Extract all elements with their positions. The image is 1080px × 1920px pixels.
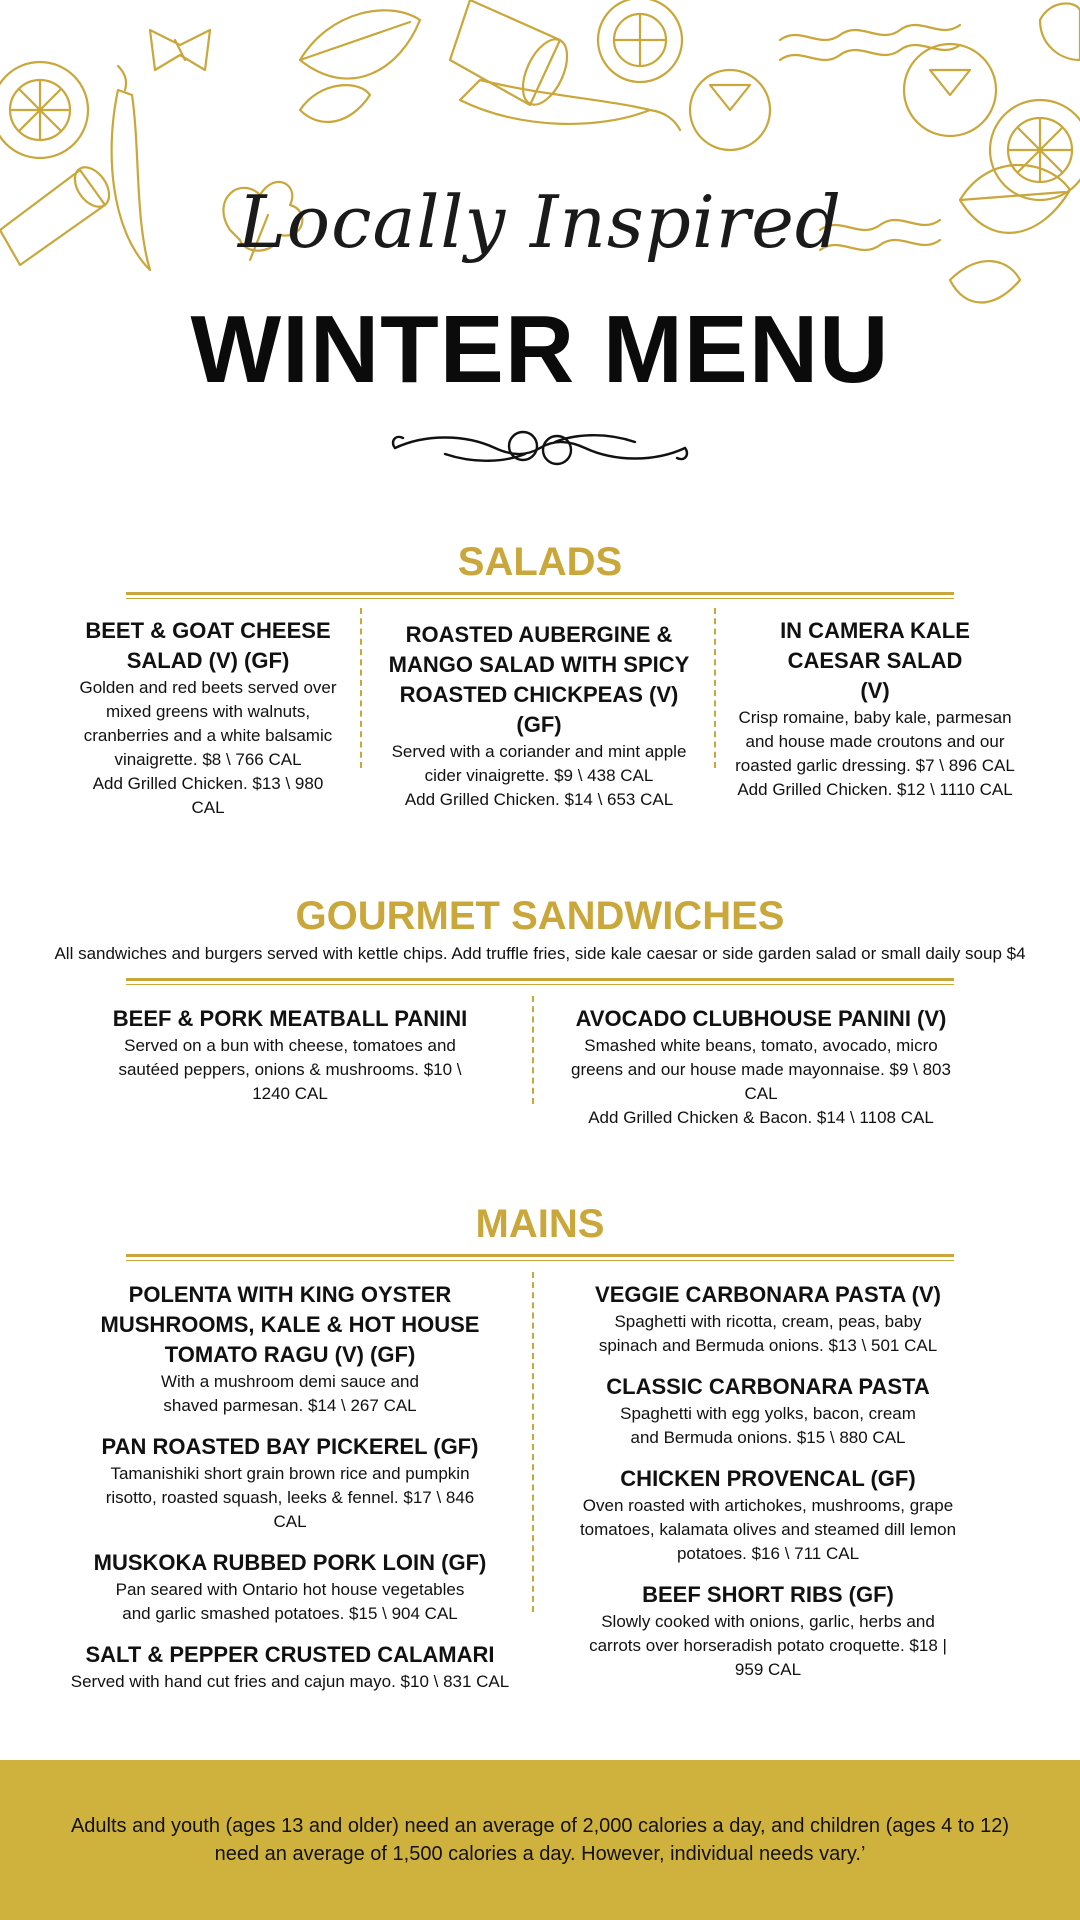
salads-rule	[126, 592, 954, 599]
item-description: Served with hand cut fries and cajun mayo. $10 \ 831 CAL	[70, 1672, 510, 1691]
item-addon: Add Grilled Chicken. $14 \ 653 CAL	[404, 790, 674, 809]
page-title: WINTER MENU	[190, 296, 890, 403]
mains-right-column	[546, 1280, 990, 1696]
calorie-disclaimer: Adults and youth (ages 13 and older) need an average of 2,000 calories a day, and children (ages 4 to 12) need an average of 1,500 calories a day. However, individual needs vary.’	[70, 1815, 1010, 1865]
item-description: Pan seared with Ontario hot house vegetables and garlic smashed potatoes. $15 \ 904 CAL	[115, 1580, 465, 1623]
item-name: CHICKEN PROVENCAL (GF)	[620, 1466, 916, 1491]
sandwich-item-meatball	[100, 1004, 480, 1106]
menu-item	[546, 1580, 990, 1682]
menu-item	[60, 1548, 520, 1626]
item-name: AVOCADO CLUBHOUSE PANINI (V)	[575, 1006, 947, 1031]
item-addon: Add Grilled Chicken & Bacon. $14 \ 1108 CAL	[588, 1108, 934, 1127]
salads-heading: SALADS	[457, 540, 623, 584]
script-title: Locally Inspired	[237, 180, 843, 264]
flourish-divider-icon	[385, 424, 695, 470]
item-name: CLASSIC CARBONARA PASTA	[606, 1374, 930, 1399]
menu-item	[60, 1280, 520, 1418]
column-divider	[714, 608, 716, 768]
item-name: BEEF & PORK MEATBALL PANINI	[112, 1006, 468, 1031]
item-name: SALT & PEPPER CRUSTED CALAMARI	[85, 1642, 495, 1667]
salad-item-beet	[78, 616, 338, 820]
salad-item-kale-caesar	[730, 616, 1020, 802]
column-divider	[360, 608, 362, 768]
item-name: VEGGIE CARBONARA PASTA (V)	[595, 1282, 941, 1307]
item-addon: Add Grilled Chicken. $13 \ 980 CAL	[92, 774, 324, 817]
column-divider	[532, 1272, 534, 1612]
item-description: Oven roasted with artichokes, mushrooms, grape tomatoes, kalamata olives and steamed dill lemon potatoes. $16 \ 711 CAL	[579, 1496, 957, 1563]
sandwiches-heading: GOURMET SANDWICHES	[295, 894, 785, 938]
footer-banner	[0, 1760, 1080, 1920]
item-description: Slowly cooked with onions, garlic, herbs and carrots over horseradish potato croquette. $18 | 959 CAL	[589, 1612, 947, 1679]
item-description: Spaghetti with egg yolks, bacon, cream and Bermuda onions. $15 \ 880 CAL	[620, 1404, 916, 1447]
menu-item	[546, 1372, 990, 1450]
item-description: Served on a bun with cheese, tomatoes and sautéed peppers, onions & mushrooms. $10 \ 1240 CAL	[118, 1036, 462, 1103]
mains-heading: MAINS	[475, 1202, 605, 1246]
menu-item	[546, 1464, 990, 1566]
sandwiches-rule	[126, 978, 954, 985]
sandwiches-note: All sandwiches and burgers served with kettle chips. Add truffle fries, side kale caesar or side garden salad or small daily soup $4	[54, 944, 1026, 963]
item-description: Tamanishiki short grain brown rice and pumpkin risotto, roasted squash, leeks & fennel. $17 \ 846 CAL	[105, 1464, 475, 1531]
item-name: MUSKOKA RUBBED PORK LOIN (GF)	[93, 1550, 487, 1575]
mains-rule	[126, 1254, 954, 1261]
item-description: Spaghetti with ricotta, cream, peas, baby spinach and Bermuda onions. $13 \ 501 CAL	[598, 1312, 938, 1355]
item-name: PAN ROASTED BAY PICKEREL (GF)	[101, 1434, 479, 1459]
item-description: Crisp romaine, baby kale, parmesan and house made croutons and our roasted garlic dressing. $7 \ 896 CAL	[735, 708, 1015, 775]
menu-item	[60, 1432, 520, 1534]
column-divider	[532, 996, 534, 1104]
item-name: BEEF SHORT RIBS (GF)	[642, 1582, 894, 1607]
salad-item-aubergine	[376, 620, 702, 812]
item-description: With a mushroom demi sauce and shaved parmesan. $14 \ 267 CAL	[161, 1372, 419, 1415]
item-description: Golden and red beets served over mixed greens with walnuts, cranberries and a white balsamic vinaigrette. $8 \ 766 CAL	[79, 678, 337, 769]
item-addon: Add Grilled Chicken. $12 \ 1110 CAL	[737, 780, 1013, 799]
sandwich-item-avocado	[556, 1004, 966, 1130]
menu-item	[546, 1280, 990, 1358]
menu-item	[60, 1640, 520, 1694]
item-description: Served with a coriander and mint apple cider vinaigrette. $9 \ 438 CAL	[391, 742, 687, 785]
item-name: IN CAMERA KALE CAESAR SALAD (V)	[780, 618, 970, 703]
item-description: Smashed white beans, tomato, avocado, micro greens and our house made mayonnaise. $9 \ 803 CAL	[571, 1036, 951, 1103]
mains-left-column	[60, 1280, 520, 1708]
item-name: POLENTA WITH KING OYSTER MUSHROOMS, KALE & HOT HOUSE TOMATO RAGU (V) (GF)	[100, 1282, 480, 1367]
item-name: ROASTED AUBERGINE & MANGO SALAD WITH SPICY ROASTED CHICKPEAS (V) (GF)	[388, 622, 690, 737]
item-name: BEET & GOAT CHEESE SALAD (V) (GF)	[85, 618, 331, 673]
botanical-illustration-icon	[0, 0, 1080, 340]
